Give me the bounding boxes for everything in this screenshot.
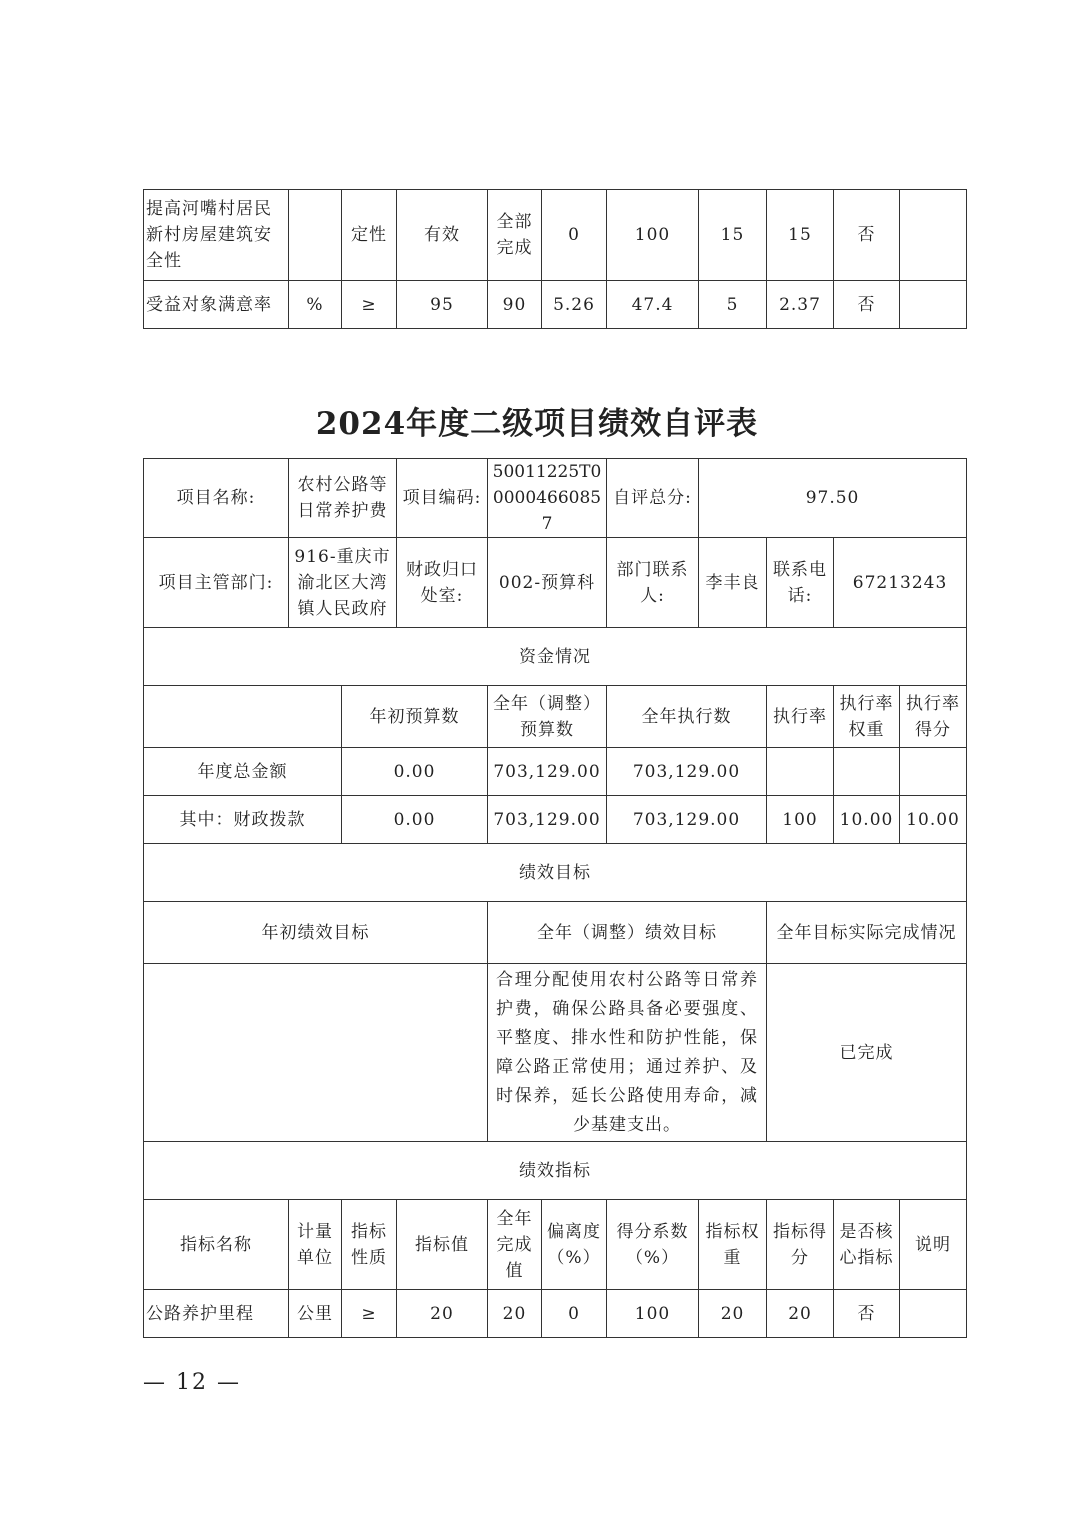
funds-cell: 703,129.00 (607, 748, 767, 796)
funds-header-cell: 执行率权重 (834, 686, 900, 748)
goals-row (144, 964, 967, 1142)
indicator-header-cell: 说明 (900, 1200, 967, 1290)
phone: 67213243 (834, 538, 967, 628)
indicator-header-cell: 指标名称 (144, 1200, 289, 1290)
indicator-header-cell: 偏离度（%） (542, 1200, 607, 1290)
is-core: 否 (834, 1290, 900, 1338)
code-label: 项目编码: (397, 459, 488, 538)
funds-cell: 703,129.00 (607, 796, 767, 844)
indicator-header-cell: 指标权重 (699, 1200, 767, 1290)
funds-header-cell: 执行率得分 (900, 686, 967, 748)
contact: 李丰良 (699, 538, 767, 628)
indicator-header-cell: 是否核心指标 (834, 1200, 900, 1290)
indicator-name: 受益对象满意率 (144, 281, 289, 329)
nature: ≥ (342, 1290, 397, 1338)
funds-cell: 703,129.00 (488, 748, 607, 796)
project-name-label: 项目名称: (144, 459, 289, 538)
funds-header-cell (144, 686, 342, 748)
page-title: 2024年度二级项目绩效自评表 (315, 406, 759, 442)
target-value: 有效 (397, 190, 488, 281)
page-number: — 12 — (143, 1370, 241, 1395)
funds-cell: 10.00 (834, 796, 900, 844)
funds-cell (834, 748, 900, 796)
funds-header-cell: 年初预算数 (342, 686, 488, 748)
table-row (144, 281, 967, 329)
funds-cell: 703,129.00 (488, 796, 607, 844)
unit: % (289, 281, 342, 329)
table-row (144, 748, 967, 796)
deviation: 0 (542, 1290, 607, 1338)
funds-cell: 10.00 (900, 796, 967, 844)
evaluation-table (143, 458, 967, 1338)
funds-row-label: 年度总金额 (144, 748, 342, 796)
phone-label: 联系电话: (767, 538, 834, 628)
score-coefficient: 47.4 (607, 281, 699, 329)
target-value: 95 (397, 281, 488, 329)
is-core: 否 (834, 190, 900, 281)
score-label: 自评总分: (607, 459, 699, 538)
funds-header-cell: 执行率 (767, 686, 834, 748)
indicator-header-cell: 指标得分 (767, 1200, 834, 1290)
funds-cell (900, 748, 967, 796)
indicator-header-cell: 指标值 (397, 1200, 488, 1290)
indicator-name: 提高河嘴村居民新村房屋建筑安全性 (144, 190, 289, 281)
funds-cell: 100 (767, 796, 834, 844)
nature: ≥ (342, 281, 397, 329)
goals-section-title: 绩效目标 (144, 844, 967, 902)
funds-header (144, 686, 967, 748)
score-coefficient: 100 (607, 1290, 699, 1338)
funds-cell: 0.00 (342, 796, 488, 844)
indicators-section-title: 绩效指标 (144, 1142, 967, 1200)
is-core: 否 (834, 281, 900, 329)
remark (900, 1290, 967, 1338)
actual-value: 20 (488, 1290, 542, 1338)
indicator-header-cell: 指标性质 (342, 1200, 397, 1290)
contact-label: 部门联系人: (607, 538, 699, 628)
project-name: 农村公路等日常养护费 (289, 459, 397, 538)
goals-header-cell: 全年目标实际完成情况 (767, 902, 967, 964)
goals-header (144, 902, 967, 964)
funds-cell: 0.00 (342, 748, 488, 796)
indicator-header-cell: 计量单位 (289, 1200, 342, 1290)
info-row (144, 538, 967, 628)
remark (900, 190, 967, 281)
score: 20 (767, 1290, 834, 1338)
unit (289, 190, 342, 281)
indicator-name: 公路养护里程 (144, 1290, 289, 1338)
funds-header-cell: 全年执行数 (607, 686, 767, 748)
indicators-header (144, 1200, 967, 1290)
remark (900, 281, 967, 329)
deviation: 0 (542, 190, 607, 281)
goals-header-cell: 年初绩效目标 (144, 902, 488, 964)
finance-office: 002-预算科 (488, 538, 607, 628)
total-score: 97.50 (699, 459, 967, 538)
info-row (144, 459, 967, 538)
score-coefficient: 100 (607, 190, 699, 281)
unit: 公里 (289, 1290, 342, 1338)
adjusted-goal: 合理分配使用农村公路等日常养护费，确保公路具备必要强度、平整度、排水性和防护性能，保障公路正常使用；通过养护、及时保养，延长公路使用寿命，减少基建支出。 (488, 964, 767, 1142)
finance-label: 财政归口处室: (397, 538, 488, 628)
funds-cell (767, 748, 834, 796)
indicator-header-cell: 得分系数（%） (607, 1200, 699, 1290)
actual-completion: 已完成 (767, 964, 967, 1142)
weight: 20 (699, 1290, 767, 1338)
funds-section-title: 资金情况 (144, 628, 967, 686)
deviation: 5.26 (542, 281, 607, 329)
score: 15 (767, 190, 834, 281)
funds-header-cell: 全年（调整）预算数 (488, 686, 607, 748)
table-row (144, 1290, 967, 1338)
nature: 定性 (342, 190, 397, 281)
funds-row-label: 其中：财政拨款 (144, 796, 342, 844)
dept: 916-重庆市渝北区大湾镇人民政府 (289, 538, 397, 628)
score: 2.37 (767, 281, 834, 329)
goals-header-cell: 全年（调整）绩效目标 (488, 902, 767, 964)
indicator-header-cell: 全年完成值 (488, 1200, 542, 1290)
dept-label: 项目主管部门: (144, 538, 289, 628)
table-row (144, 190, 967, 281)
actual-value: 90 (488, 281, 542, 329)
project-code: 50011225T000004660857 (488, 459, 607, 538)
weight: 15 (699, 190, 767, 281)
top-indicator-table (143, 189, 967, 329)
weight: 5 (699, 281, 767, 329)
actual-value: 全部完成 (488, 190, 542, 281)
table-row (144, 796, 967, 844)
initial-goal (144, 964, 488, 1142)
target-value: 20 (397, 1290, 488, 1338)
